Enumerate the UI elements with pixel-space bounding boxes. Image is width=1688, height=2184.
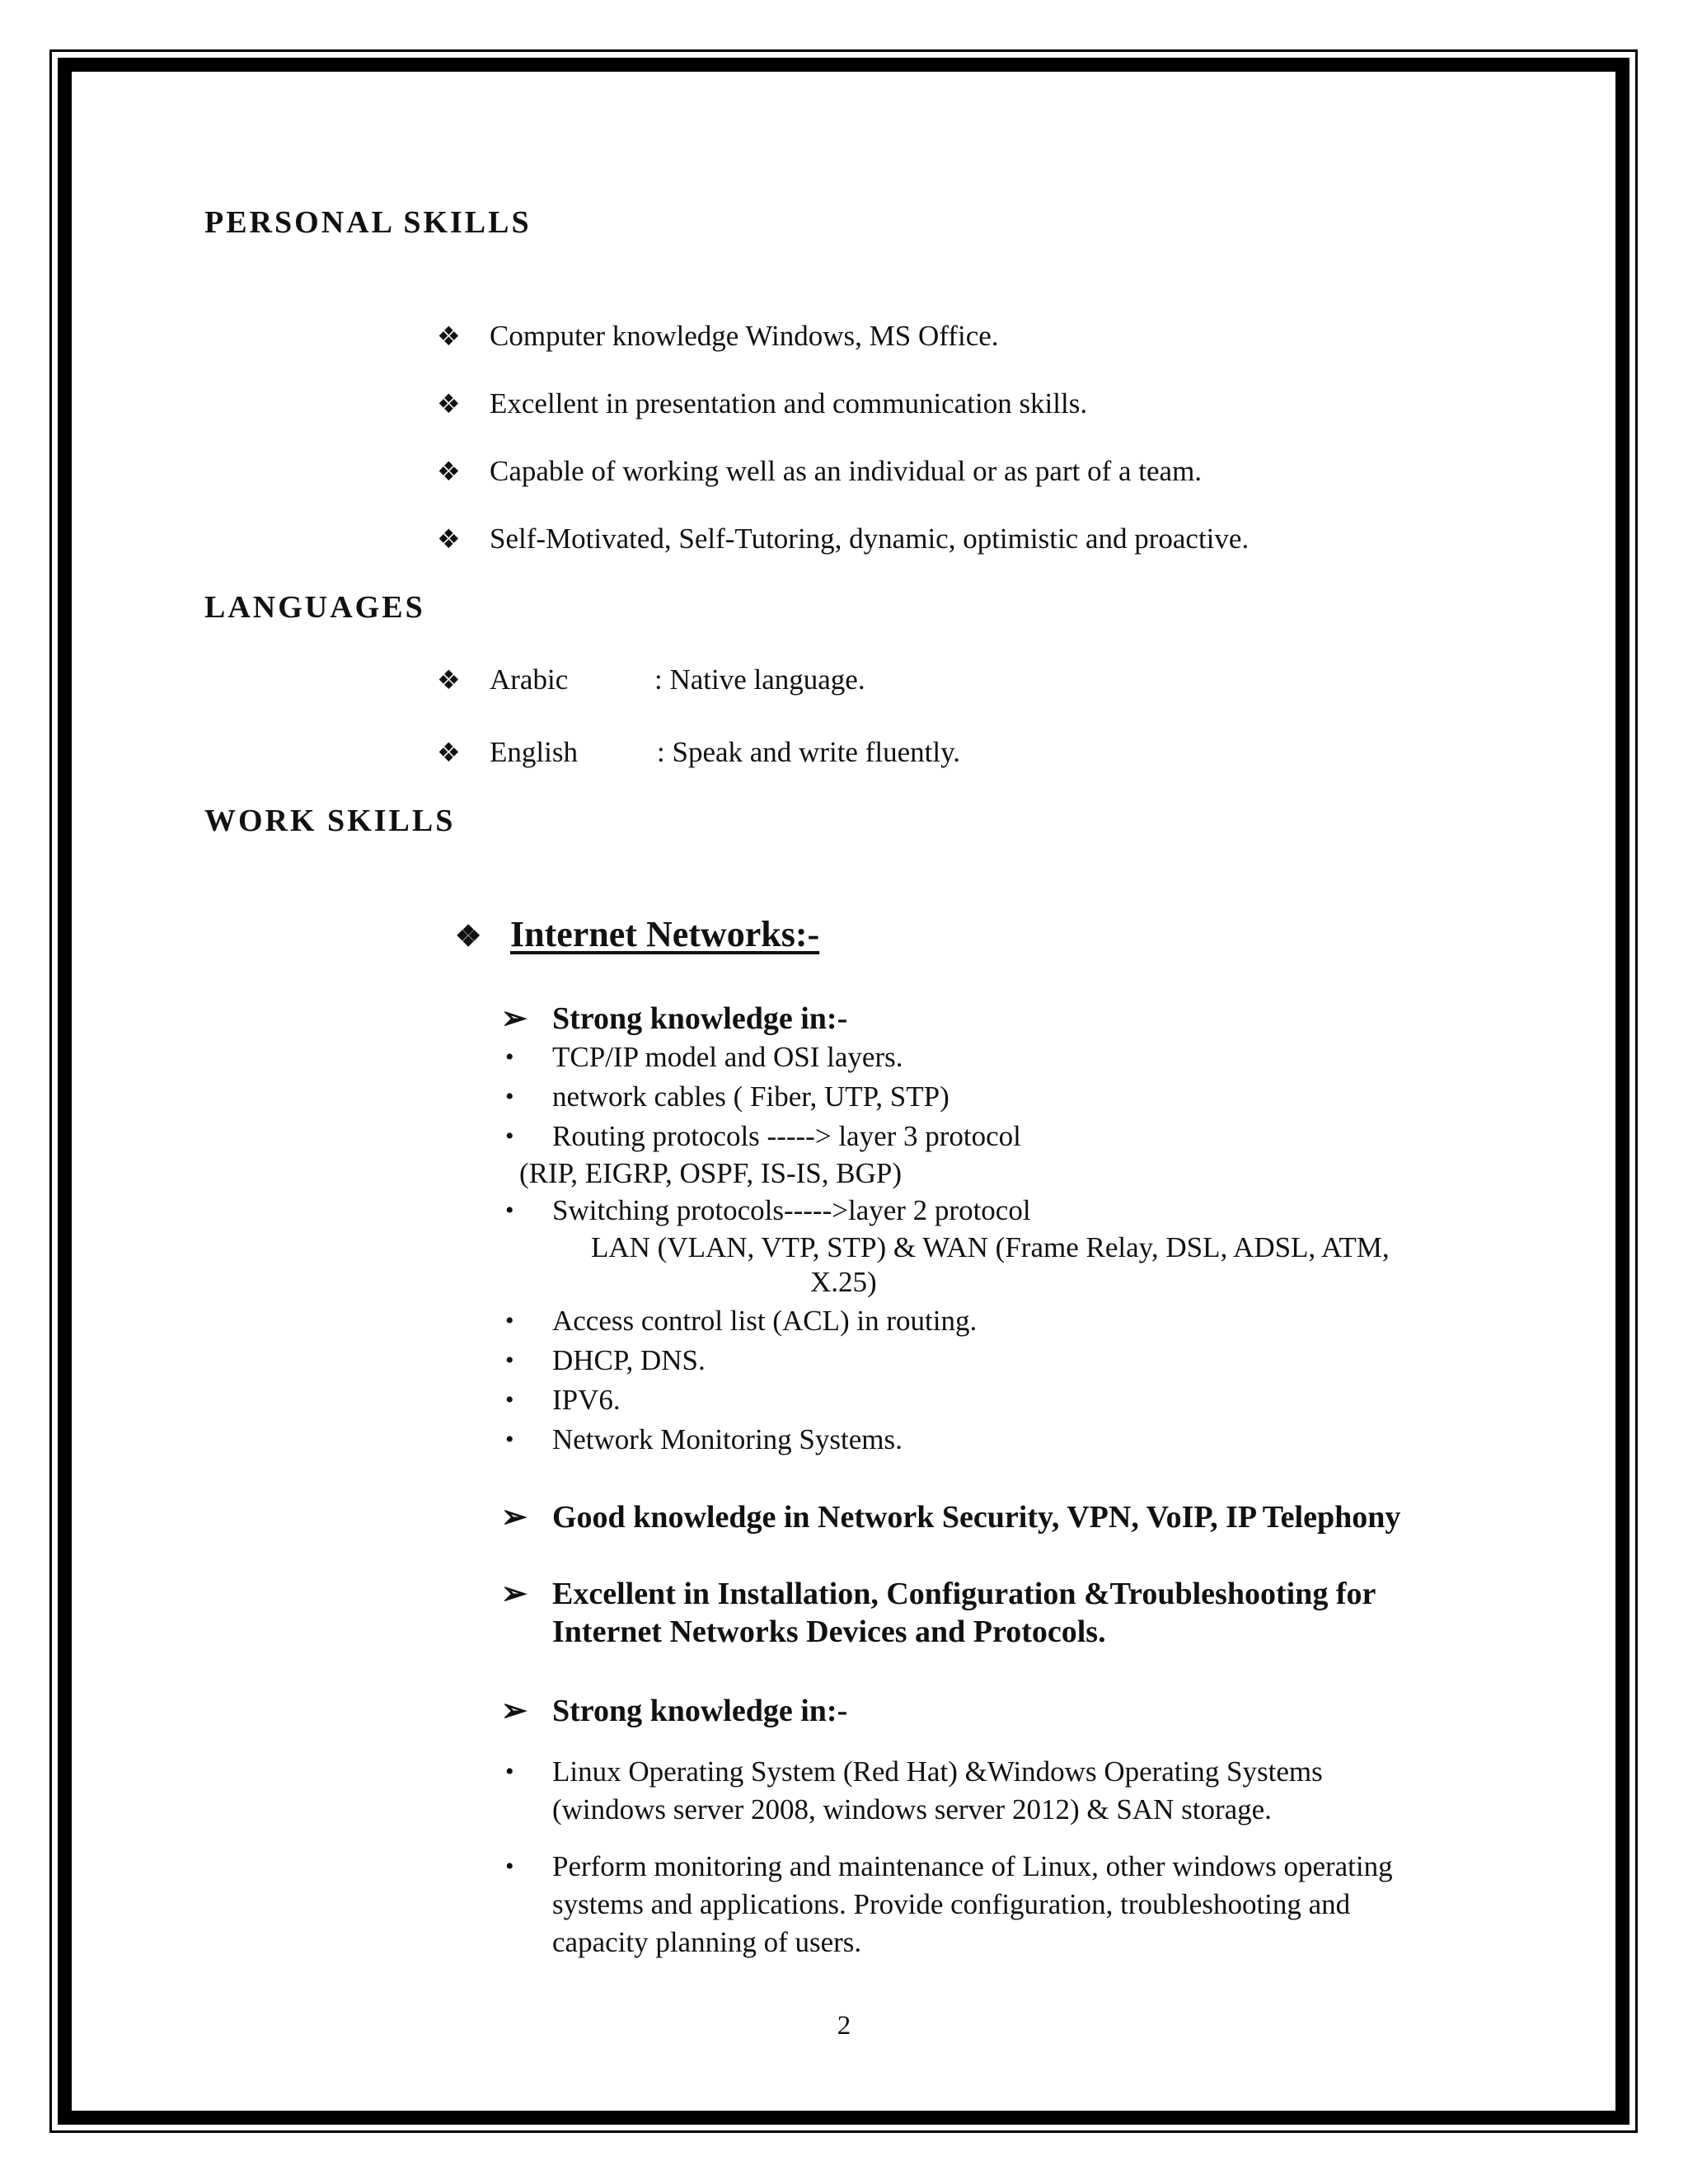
- list-item: [505, 1078, 950, 1116]
- list-item: [505, 1192, 1031, 1230]
- list-item: [437, 523, 1249, 555]
- switching-detail-line2: X.25): [810, 1266, 877, 1298]
- arrow-item-text: Strong knowledge in:-: [552, 1694, 848, 1728]
- routing-detail: (RIP, EIGRP, OSPF, IS-IS, BGP): [519, 1157, 902, 1189]
- arrow-bullet-icon: ➢: [501, 1577, 528, 1611]
- diamond-bullet-icon: ❖: [437, 738, 461, 767]
- strong-knowledge-heading: [501, 1000, 847, 1038]
- personal-skill-text: Self-Motivated, Self-Tutoring, dynamic, optimistic and proactive.: [490, 523, 1250, 555]
- network-item-text: IPV6.: [552, 1384, 621, 1416]
- os-item-line: Perform monitoring and maintenance of Linux, other windows operating: [552, 1850, 1393, 1882]
- list-item: [505, 1421, 903, 1459]
- os-item-text: [552, 1848, 1393, 1961]
- network-item-text: Switching protocols----->layer 2 protocol: [552, 1194, 1031, 1226]
- os-item-line: Linux Operating System (Red Hat) &Windows Operating Systems: [552, 1755, 1323, 1788]
- strong-knowledge-heading-2: [501, 1692, 847, 1730]
- os-item-text: [552, 1753, 1323, 1829]
- list-item: [505, 1342, 706, 1380]
- page-number: 2: [837, 2011, 851, 2041]
- bullet-icon: •: [505, 1386, 514, 1413]
- os-item-line: systems and applications. Provide configuration, troubleshooting and: [552, 1888, 1351, 1920]
- diamond-bullet-icon: ❖: [437, 665, 461, 695]
- bullet-icon: •: [505, 1122, 514, 1150]
- arrow-bullet-icon: ➢: [501, 1500, 528, 1535]
- os-item-line: (windows server 2008, windows server 2012) & SAN storage.: [552, 1793, 1272, 1825]
- excellent-item: [501, 1575, 1376, 1651]
- bullet-icon: •: [505, 1197, 514, 1224]
- arrow-item-text: Good knowledge in Network Security, VPN, VoIP, IP Telephony: [552, 1500, 1401, 1535]
- os-item-line: capacity planning of users.: [552, 1926, 862, 1958]
- work-skills-heading: WORK SKILLS: [204, 804, 456, 838]
- arrow-bullet-icon: ➢: [501, 1001, 528, 1036]
- good-knowledge-item: [501, 1498, 1400, 1536]
- language-detail: : Speak and write fluently.: [657, 736, 961, 768]
- arrow-bullet-icon: ➢: [501, 1694, 528, 1728]
- bullet-icon: •: [505, 1426, 514, 1453]
- personal-skill-text: Capable of working well as an individual or as part of a team.: [490, 455, 1203, 487]
- diamond-bullet-icon: ❖: [455, 920, 482, 953]
- arrow-item-text: Strong knowledge in:-: [552, 1001, 848, 1036]
- bullet-icon: •: [505, 1758, 514, 1785]
- list-item: [437, 387, 1087, 420]
- section-title-text: Internet Networks:-: [510, 914, 820, 954]
- list-item: [437, 455, 1202, 488]
- language-item: [437, 736, 960, 769]
- diamond-bullet-icon: ❖: [437, 321, 461, 351]
- language-detail: : Native language.: [654, 663, 865, 696]
- bullet-icon: •: [505, 1043, 514, 1071]
- personal-skill-text: Excellent in presentation and communication skills.: [490, 387, 1088, 419]
- bullet-icon: •: [505, 1083, 514, 1110]
- personal-skills-heading: PERSONAL SKILLS: [204, 205, 532, 240]
- list-item: [505, 1118, 1021, 1155]
- languages-heading: LANGUAGES: [204, 590, 425, 625]
- bullet-icon: •: [505, 1307, 514, 1334]
- network-item-text: DHCP, DNS.: [552, 1344, 706, 1376]
- network-item-text: TCP/IP model and OSI layers.: [552, 1041, 903, 1073]
- list-item: [505, 1753, 1323, 1829]
- diamond-bullet-icon: ❖: [437, 389, 461, 419]
- network-item-text: network cables ( Fiber, UTP, STP): [552, 1080, 950, 1113]
- excellent-line-1: Excellent in Installation, Configuration &Troubleshooting for: [552, 1577, 1376, 1611]
- network-item-text: Network Monitoring Systems.: [552, 1423, 903, 1455]
- arrow-item-text: [552, 1575, 1376, 1651]
- diamond-bullet-icon: ❖: [437, 457, 461, 486]
- list-item: [505, 1848, 1393, 1961]
- language-name: Arabic: [490, 663, 569, 696]
- list-item: [437, 320, 999, 353]
- bullet-icon: •: [505, 1347, 514, 1374]
- excellent-line-2: Internet Networks Devices and Protocols.: [552, 1615, 1106, 1649]
- switching-detail-line1: LAN (VLAN, VTP, STP) & WAN (Frame Relay, DSL, ADSL, ATM,: [591, 1231, 1390, 1263]
- list-item: [505, 1381, 621, 1419]
- internet-networks-title: [455, 913, 819, 955]
- personal-skill-text: Computer knowledge Windows, MS Office.: [490, 320, 999, 352]
- bullet-icon: •: [505, 1853, 514, 1880]
- language-name: English: [490, 736, 578, 768]
- list-item: [505, 1038, 903, 1076]
- list-item: [505, 1302, 977, 1340]
- diamond-bullet-icon: ❖: [437, 524, 461, 554]
- network-item-text: Routing protocols -----> layer 3 protocol: [552, 1120, 1021, 1152]
- language-item: [437, 663, 865, 696]
- network-item-text: Access control list (ACL) in routing.: [552, 1305, 978, 1337]
